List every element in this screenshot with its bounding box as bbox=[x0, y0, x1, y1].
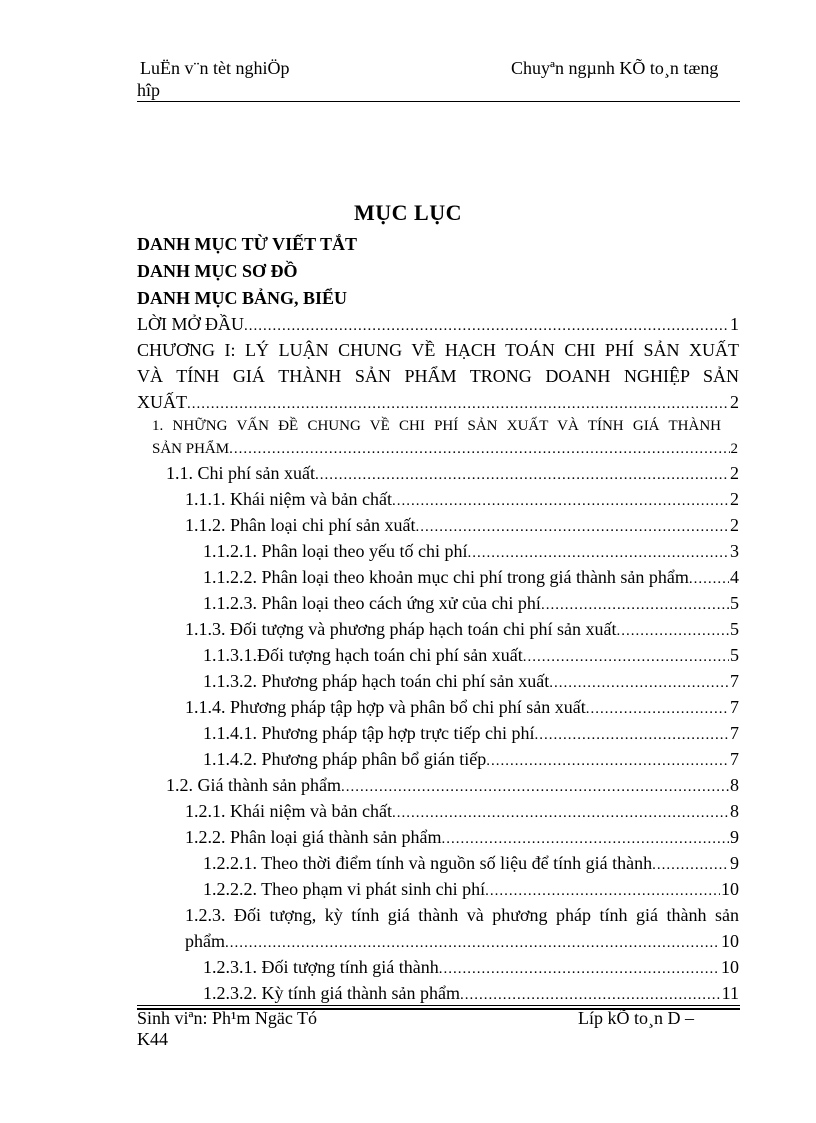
toc-chapter-line3[interactable] bbox=[137, 392, 739, 413]
header-left-continued: hîp bbox=[137, 80, 161, 100]
toc-entry-page: 2 bbox=[730, 515, 739, 535]
toc-entry-page: 2 bbox=[730, 463, 739, 483]
toc-entry[interactable] bbox=[203, 983, 739, 1004]
toc-leader bbox=[535, 727, 729, 744]
toc-entry-label: 1.2.1. Khái niệm và bản chất bbox=[185, 801, 392, 821]
toc-leader bbox=[229, 441, 729, 458]
toc-entry[interactable] bbox=[203, 645, 739, 666]
footer-right: Líp kÕ to¸n D – bbox=[578, 1008, 694, 1028]
toc-entry-label: 1.1.2.2. Phân loại theo khoản mục chi phí trong giá thành sản phẩm bbox=[203, 567, 689, 587]
toc-leader bbox=[616, 623, 729, 640]
header-divider bbox=[137, 101, 740, 102]
toc-entry-page: 4 bbox=[730, 567, 739, 587]
toc-leader bbox=[541, 597, 729, 614]
toc-entry-label: 1.1.3.2. Phương pháp hạch toán chi phí sản xuất bbox=[203, 671, 550, 691]
header-right: Chuyªn ngµnh KÕ to¸n tæng bbox=[511, 58, 719, 78]
toc-leader bbox=[689, 571, 729, 588]
toc-leader bbox=[460, 987, 721, 1004]
toc-leader bbox=[441, 831, 729, 848]
toc-entry-line2[interactable] bbox=[185, 931, 739, 952]
toc-entry-page: 8 bbox=[730, 775, 739, 795]
toc-entry-page: 9 bbox=[730, 827, 739, 847]
toc-entry-label: 1.1.4.2. Phương pháp phân bổ gián tiếp bbox=[203, 749, 487, 769]
toc-leader bbox=[225, 935, 720, 952]
toc-entry-page: 5 bbox=[730, 619, 739, 639]
toc-entry-label: 1.2.3.1. Đối tượng tính giá thành bbox=[203, 957, 439, 977]
footer-divider bbox=[137, 1005, 740, 1006]
toc-entry-page: 10 bbox=[721, 879, 739, 899]
page-title: MỤC LỤC bbox=[354, 200, 462, 225]
toc-entry-page: 2 bbox=[730, 392, 739, 412]
toc-entry[interactable] bbox=[185, 489, 739, 510]
toc-section-line1[interactable]: 1. NHỮNG VẤN ĐỀ CHUNG VỀ CHI PHÍ SẢN XUẤT VÀ TÍNH GIÁ THÀNH bbox=[152, 418, 721, 434]
toc-leader bbox=[485, 883, 720, 900]
toc-entry-label: 1.2.2.1. Theo thời điểm tính và nguồn số liệu để tính giá thành bbox=[203, 853, 653, 873]
toc-leader bbox=[415, 519, 729, 536]
toc-entry-label: 1.1. Chi phí sản xuất bbox=[166, 463, 315, 483]
toc-entry[interactable] bbox=[166, 775, 739, 796]
toc-leader bbox=[549, 675, 729, 692]
toc-leader bbox=[392, 493, 729, 510]
toc-entry-label: 1.1.3.1.Đối tượng hạch toán chi phí sản xuất bbox=[203, 645, 523, 665]
toc-entry-label: 1.1.2. Phân loại chi phí sản xuất bbox=[185, 515, 416, 535]
toc-entry-page: 3 bbox=[730, 541, 739, 561]
toc-leader bbox=[486, 753, 729, 770]
toc-entry[interactable] bbox=[203, 593, 739, 614]
toc-entry-label: 1.2.2.2. Theo phạm vi phát sinh chi phí bbox=[203, 879, 486, 899]
toc-entry-label: 1.1.4.1. Phương pháp tập hợp trực tiếp chi phí bbox=[203, 723, 535, 743]
heading-diagrams: DANH MỤC SƠ ĐỒ bbox=[137, 261, 298, 281]
toc-leader bbox=[467, 545, 729, 562]
toc-entry[interactable] bbox=[203, 723, 739, 744]
toc-leader bbox=[439, 961, 720, 978]
toc-entry[interactable] bbox=[203, 853, 739, 874]
toc-entry-page: 7 bbox=[730, 697, 739, 717]
toc-entry-page: 8 bbox=[730, 801, 739, 821]
toc-chapter-line1[interactable]: CHƯƠNG I: LÝ LUẬN CHUNG VỀ HẠCH TOÁN CHI PHÍ SẢN XUẤT bbox=[137, 340, 739, 360]
footer-left: Sinh viªn: Ph¹m Ngäc Tó bbox=[137, 1008, 318, 1028]
toc-entry[interactable] bbox=[185, 697, 739, 718]
footer-left-continued: K44 bbox=[137, 1029, 168, 1049]
toc-entry-label: 1.1.2.1. Phân loại theo yếu tố chi phí bbox=[203, 541, 468, 561]
toc-entry-page: 2 bbox=[730, 441, 738, 457]
toc-entry-label: phẩm bbox=[185, 931, 225, 951]
toc-entry-label: 1.1.1. Khái niệm và bản chất bbox=[185, 489, 392, 509]
toc-entry[interactable] bbox=[203, 879, 739, 900]
toc-entry-label: XUẤT bbox=[137, 392, 187, 412]
toc-leader bbox=[187, 396, 729, 413]
toc-entry-page: 5 bbox=[730, 593, 739, 613]
toc-entry-page: 10 bbox=[721, 957, 739, 977]
toc-entry-page: 11 bbox=[721, 983, 739, 1003]
toc-entry[interactable] bbox=[203, 957, 739, 978]
toc-entry[interactable] bbox=[185, 619, 739, 640]
toc-leader bbox=[341, 779, 729, 796]
toc-entry[interactable] bbox=[203, 567, 739, 588]
toc-chapter-line2[interactable]: VÀ TÍNH GIÁ THÀNH SẢN PHẨM TRONG DOANH NGHIỆP SẢN bbox=[137, 366, 739, 386]
toc-entry-page: 7 bbox=[730, 723, 739, 743]
toc-leader bbox=[523, 649, 729, 666]
toc-entry-label: 1.1.3. Đối tượng và phương pháp hạch toán chi phí sản xuất bbox=[185, 619, 617, 639]
toc-entry-page: 1 bbox=[730, 314, 739, 334]
heading-abbreviations: DANH MỤC TỪ VIẾT TẮT bbox=[137, 234, 358, 254]
toc-leader bbox=[315, 467, 729, 484]
toc-leader bbox=[244, 318, 729, 335]
toc-entry-label: 1.2. Giá thành sản phẩm bbox=[166, 775, 341, 795]
toc-entry-page: 9 bbox=[730, 853, 739, 873]
toc-entry[interactable] bbox=[185, 827, 739, 848]
toc-entry-label: LỜI MỞ ĐẦU bbox=[137, 314, 244, 334]
heading-tables: DANH MỤC BẢNG, BIỂU bbox=[137, 288, 348, 308]
toc-entry[interactable] bbox=[185, 515, 739, 536]
toc-entry-page: 7 bbox=[730, 749, 739, 769]
header-left: LuËn v¨n tèt nghiÖp bbox=[140, 58, 290, 78]
toc-entry-label: 1.2.3.2. Kỳ tính giá thành sản phẩm bbox=[203, 983, 460, 1003]
toc-entry-label: 1.1.2.3. Phân loại theo cách ứng xử của chi phí bbox=[203, 593, 541, 613]
toc-section-line2[interactable] bbox=[152, 441, 738, 458]
toc-entry-line1[interactable]: 1.2.3. Đối tượng, kỳ tính giá thành và phương pháp tính giá thành sản bbox=[185, 905, 739, 925]
toc-entry-page: 10 bbox=[721, 931, 739, 951]
toc-entry-label: 1.1.4. Phương pháp tập hợp và phân bổ chi phí sản xuất bbox=[185, 697, 586, 717]
toc-leader bbox=[586, 701, 729, 718]
toc-entry-page: 2 bbox=[730, 489, 739, 509]
toc-leader bbox=[392, 805, 729, 822]
toc-entry-page: 5 bbox=[730, 645, 739, 665]
toc-entry[interactable] bbox=[185, 801, 739, 822]
toc-entry[interactable] bbox=[137, 314, 739, 335]
toc-entry[interactable] bbox=[166, 463, 739, 484]
toc-leader bbox=[652, 857, 729, 874]
toc-entry-label: 1.2.2. Phân loại giá thành sản phẩm bbox=[185, 827, 442, 847]
toc-entry[interactable] bbox=[203, 749, 739, 770]
toc-entry[interactable] bbox=[203, 671, 739, 692]
toc-entry-page: 7 bbox=[730, 671, 739, 691]
toc-entry-label: SẢN PHẨM bbox=[152, 441, 230, 457]
toc-entry[interactable] bbox=[203, 541, 739, 562]
